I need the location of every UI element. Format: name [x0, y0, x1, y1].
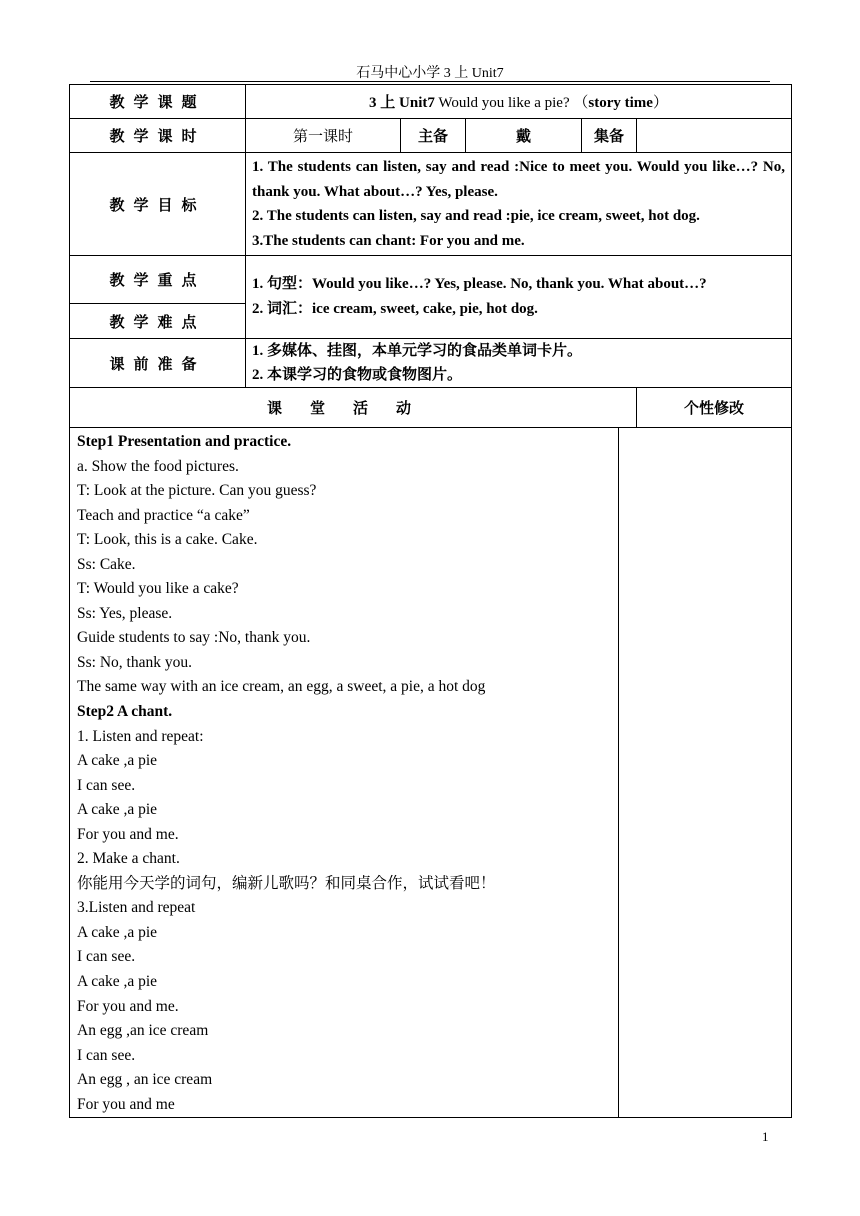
preparation-content	[246, 339, 792, 388]
custom-edit-content	[619, 428, 792, 1118]
activity-line: T: Would you like a cake?	[77, 580, 239, 598]
lead-teacher-label: 主备	[401, 119, 466, 153]
row-topic	[70, 85, 792, 119]
topic-label: 教学课题	[70, 85, 246, 119]
activity-line: 3.Listen and repeat	[77, 899, 196, 917]
activity-line: For you and me	[77, 1095, 175, 1113]
period-label: 教学课时	[70, 119, 246, 153]
activity-line: 你能用今天学的词句，编新儿歌吗？和同桌合作，试试看吧！	[77, 874, 496, 892]
preparation-2: 2. 本课学习的食物或食物图片。	[252, 367, 463, 383]
page-number: 1	[762, 1129, 769, 1144]
activity-line: Guide students to say :No, thank you.	[77, 629, 311, 647]
objective-2: 2. The students can listen, say and read :pie, ice cream, sweet, hot dog.	[252, 208, 700, 224]
objective-1: 1. The students can listen, say and read :Nice to meet you. Would you like…? No, thank you. What about…? Yes, please.	[252, 159, 786, 200]
key-points-content	[246, 256, 792, 339]
activity-line: Ss: Yes, please.	[77, 604, 173, 622]
activity-line: A cake ,a pie	[77, 752, 158, 770]
activity-line: 1. Listen and repeat:	[77, 727, 204, 745]
difficulties-label: 教学难点	[70, 304, 246, 339]
step-heading: Step1 Presentation and practice.	[77, 433, 292, 450]
activity-line: Ss: No, thank you.	[77, 653, 192, 671]
row-period	[70, 119, 792, 153]
topic-end: ）	[652, 95, 668, 111]
custom-edit-label: 个性修改	[637, 388, 792, 428]
row-objectives	[70, 153, 792, 256]
activity-line: An egg , an ice cream	[77, 1071, 213, 1089]
activity-line: An egg ,an ice cream	[77, 1022, 209, 1040]
activity-line: T: Look at the picture. Can you guess?	[77, 482, 317, 500]
page-header: 石马中心小学 3 上 Unit7	[356, 66, 504, 81]
activities-content	[70, 428, 619, 1118]
activity-line: The same way with an ice cream, an egg, a sweet, a pie, a hot dog	[77, 678, 486, 696]
activities-label: 课堂活动	[70, 388, 637, 428]
objective-3: 3.The students can chant: For you and me.	[252, 232, 525, 249]
row-activities-body	[70, 428, 792, 1118]
key-points-label: 教学重点	[70, 256, 246, 304]
lead-teacher-value: 戴	[466, 119, 582, 153]
activity-line: A cake ,a pie	[77, 801, 158, 819]
objectives-content	[246, 153, 792, 256]
activity-line: I can see.	[77, 776, 136, 794]
key-point-1: 1. 句型：Would you like…? Yes, please. No, thank you. What about…?	[252, 276, 707, 292]
activity-line: A cake ,a pie	[77, 973, 158, 991]
row-preparation	[70, 339, 792, 388]
collective-prep-label: 集备	[582, 119, 637, 153]
period-value: 第一课时	[246, 119, 401, 153]
collective-prep-value	[637, 119, 792, 153]
header-divider	[90, 81, 770, 82]
topic-title: Would you like a pie? （	[434, 95, 589, 111]
row-activities-header	[70, 388, 792, 428]
lesson-plan-table	[69, 84, 792, 1118]
activity-line: 2. Make a chant.	[77, 850, 180, 868]
preparation-1: 1. 多媒体、挂图，本单元学习的食品类单词卡片。	[252, 343, 583, 359]
activity-line: I can see.	[77, 948, 136, 966]
step-heading: Step2 A chant.	[77, 703, 173, 721]
activity-line: A cake ,a pie	[77, 923, 158, 941]
objectives-label: 教学目标	[70, 153, 246, 256]
topic-story: story time	[588, 95, 653, 111]
activity-line: For you and me.	[77, 997, 179, 1015]
activity-line: Ss: Cake.	[77, 555, 136, 573]
preparation-label: 课前准备	[70, 339, 246, 388]
activity-line: T: Look, this is a cake. Cake.	[77, 531, 258, 549]
activity-line: For you and me.	[77, 825, 179, 843]
activity-line: a. Show the food pictures.	[77, 457, 239, 475]
activity-line: I can see.	[77, 1046, 136, 1064]
topic-unit: 3 上 Unit7	[369, 95, 435, 111]
activity-lines	[77, 430, 611, 1117]
row-key-points	[70, 256, 792, 304]
key-point-2: 2. 词汇：ice cream, sweet, cake, pie, hot dog.	[252, 301, 538, 317]
topic-value	[246, 85, 792, 119]
activity-line: Teach and practice “a cake”	[77, 506, 250, 524]
